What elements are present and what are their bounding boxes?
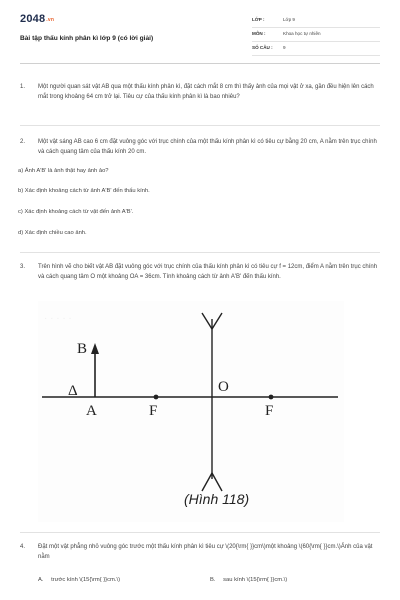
question-divider <box>20 125 380 126</box>
header-divider <box>20 63 380 64</box>
answer-text: trước kính \(15{\rm{ }}cm.\) <box>51 577 121 583</box>
object-arrowhead <box>91 343 99 354</box>
meta-row-subject <box>252 28 380 42</box>
page-header <box>0 0 400 62</box>
figure-118 <box>38 301 344 522</box>
document-title: Bài tập thấu kính phân kì lớp 9 (có lời giải) <box>20 35 154 42</box>
label-a: A <box>86 403 97 419</box>
label-f-right: F <box>265 403 274 419</box>
label-delta: Δ <box>68 383 78 399</box>
meta-value: Khoa học tự nhiên <box>283 31 321 36</box>
meta-value: Lớp 9 <box>283 17 295 22</box>
question-number: 1. <box>20 84 26 90</box>
label-o: O <box>218 379 229 395</box>
logo-text: 2048 <box>20 13 46 25</box>
meta-value: 9 <box>283 45 286 50</box>
focal-point-right <box>269 395 274 400</box>
label-f-left: F <box>149 403 158 419</box>
question-number: 2. <box>20 139 26 145</box>
answer-letter: A. <box>38 577 44 583</box>
question-option: d) Xác định chiều cao ảnh. <box>18 230 87 236</box>
question-text: Một vật sáng AB cao 6 cm đặt vuông góc với trục chính của một thấu kính phân kì có tiêu cự bằng 20 cm, A nằm trên trục chính và cách quang tâm của thấu kính 20 cm. <box>38 139 377 156</box>
focal-point-left <box>154 395 159 400</box>
answer-option-b[interactable] <box>210 577 287 583</box>
lens-diagram <box>38 301 344 522</box>
question-option: b) Xác định khoảng cách từ ảnh A'B' đến thấu kính. <box>18 188 150 194</box>
answer-option-a[interactable] <box>38 577 120 583</box>
figure-caption: (Hình 118) <box>184 491 250 507</box>
meta-table <box>252 14 380 56</box>
question-divider <box>20 252 380 253</box>
logo-suffix: .vn <box>46 17 55 23</box>
question-option: c) Xác định khoảng cách từ vật đến ảnh A'B'. <box>18 209 134 215</box>
meta-row-count <box>252 42 380 56</box>
meta-row-class <box>252 14 380 28</box>
question-text: Đặt một vật phẳng nhỏ vuông góc trước một thấu kính phân kì tiêu cự \(20{\rm{ }}cm\)một khoảng \(60{\rm{ }}cm.\)Ảnh của vật nằm <box>38 544 373 561</box>
ghost-text: · · · · · <box>44 313 72 324</box>
meta-key: MÔN : <box>252 31 266 36</box>
question-number: 4. <box>20 544 26 550</box>
question-divider <box>20 532 380 533</box>
meta-key: SỐ CÂU : <box>252 45 273 50</box>
question-text: Trên hình vẽ cho biết vật AB đặt vuông góc với trục chính của thấu kính phân kì có tiêu cự f = 12cm, điểm A nằm trên trục chính và cách quang tâm O một khoảng OA = 36cm. Tính khoảng cách từ ảnh A'B' đến thấu kính. <box>38 264 378 281</box>
answer-letter: B. <box>210 577 216 583</box>
question-number: 3. <box>20 264 26 270</box>
question-text: Một người quan sát vật AB qua một thấu kính phân kì, đặt cách mắt 8 cm thì thấy ảnh của mọi vật ở xa, gần đều hiện lên cách mắt trong khoảng 64 cm trở lại. Tiêu cự của thấu kính phân kì là bao nhiêu? <box>38 84 374 101</box>
label-b: B <box>77 341 88 357</box>
question-option: a) Ảnh A'B' là ảnh thật hay ảnh ảo? <box>18 168 109 174</box>
site-logo[interactable] <box>20 13 54 25</box>
answer-text: sau kính \(15{\rm{ }}cm.\) <box>223 577 288 583</box>
meta-key: LỚP : <box>252 17 265 22</box>
